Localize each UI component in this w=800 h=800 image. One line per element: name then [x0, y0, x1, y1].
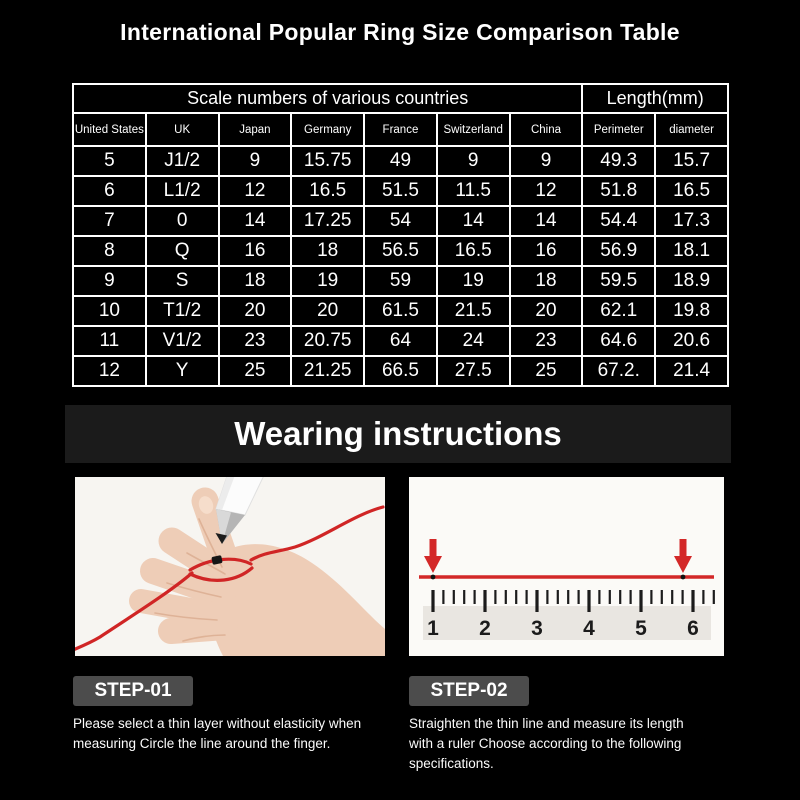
step2-description — [409, 714, 739, 774]
table-cell: 62.1 — [582, 296, 655, 326]
step1-illustration — [75, 477, 385, 656]
column-header-france: France — [364, 113, 437, 146]
table-row — [73, 326, 728, 356]
table-cell: 27.5 — [437, 356, 510, 386]
step2-description-line: with a ruler Choose according to the following — [409, 736, 682, 751]
ring-size-table — [72, 83, 729, 387]
table-cell: 64.6 — [582, 326, 655, 356]
table-cell: 19 — [437, 266, 510, 296]
step2-description-line: specifications. — [409, 756, 494, 771]
step1-badge: STEP-01 — [73, 676, 193, 706]
table-cell: 0 — [146, 206, 219, 236]
table-cell: 59.5 — [582, 266, 655, 296]
table-cell: 59 — [364, 266, 437, 296]
table-cell: 20.75 — [291, 326, 364, 356]
step2-illustration — [409, 477, 724, 656]
column-header-perimeter: Perimeter — [582, 113, 655, 146]
table-cell: 14 — [219, 206, 292, 236]
column-header-uk: UK — [146, 113, 219, 146]
table-cell: 11 — [73, 326, 146, 356]
table-row — [73, 356, 728, 386]
table-cell: Y — [146, 356, 219, 386]
column-header-japan: Japan — [219, 113, 292, 146]
table-row — [73, 296, 728, 326]
table-cell: 20 — [510, 296, 583, 326]
ruler-number: 1 — [427, 617, 439, 640]
table-cell: T1/2 — [146, 296, 219, 326]
table-cell: 14 — [437, 206, 510, 236]
column-header-china: China — [510, 113, 583, 146]
table-cell: 20.6 — [655, 326, 728, 356]
table-cell: 51.8 — [582, 176, 655, 206]
table-group-header-row — [73, 84, 728, 113]
table-cell: 19.8 — [655, 296, 728, 326]
ruler-number: 4 — [583, 617, 595, 640]
table-cell: S — [146, 266, 219, 296]
ruler-body — [423, 606, 711, 640]
table-cell: 49.3 — [582, 146, 655, 176]
table-cell: 12 — [219, 176, 292, 206]
table-cell: 5 — [73, 146, 146, 176]
table-cell: 9 — [73, 266, 146, 296]
ruler-number: 2 — [479, 617, 491, 640]
table-cell: 16 — [510, 236, 583, 266]
table-cell: 6 — [73, 176, 146, 206]
table-cell: 61.5 — [364, 296, 437, 326]
table-cell: 24 — [437, 326, 510, 356]
step1-description-line: measuring Circle the line around the finger. — [73, 736, 331, 751]
table-cell: 12 — [73, 356, 146, 386]
table-cell: 14 — [510, 206, 583, 236]
table-cell: 23 — [510, 326, 583, 356]
table-cell: 12 — [510, 176, 583, 206]
column-header-united-states: United States — [73, 113, 146, 146]
table-cell: 16.5 — [291, 176, 364, 206]
table-cell: 49 — [364, 146, 437, 176]
thread-start-dot — [431, 575, 436, 580]
ruler-number: 3 — [531, 617, 543, 640]
table-cell: 23 — [219, 326, 292, 356]
table-cell: 9 — [510, 146, 583, 176]
table-cell: 56.5 — [364, 236, 437, 266]
table-cell: 20 — [291, 296, 364, 326]
table-cell: 18.1 — [655, 236, 728, 266]
table-cell: 64 — [364, 326, 437, 356]
table-row — [73, 176, 728, 206]
table-cell: 51.5 — [364, 176, 437, 206]
table-cell: 15.7 — [655, 146, 728, 176]
table-cell: 25 — [510, 356, 583, 386]
step1-description — [73, 714, 398, 754]
table-cell: 20 — [219, 296, 292, 326]
table-cell: 18.9 — [655, 266, 728, 296]
table-cell: 21.5 — [437, 296, 510, 326]
table-cell: V1/2 — [146, 326, 219, 356]
table-cell: 21.25 — [291, 356, 364, 386]
table-cell: 21.4 — [655, 356, 728, 386]
table-cell: 9 — [437, 146, 510, 176]
table-cell: 17.25 — [291, 206, 364, 236]
column-header-germany: Germany — [291, 113, 364, 146]
table-cell: 16.5 — [655, 176, 728, 206]
ruler-number: 6 — [687, 617, 699, 640]
column-header-switzerland: Switzerland — [437, 113, 510, 146]
step2-badge: STEP-02 — [409, 676, 529, 706]
table-cell: 7 — [73, 206, 146, 236]
table-cell: 67.2. — [582, 356, 655, 386]
table-column-header-row — [73, 113, 728, 146]
table-row — [73, 206, 728, 236]
ruler-illustration — [409, 477, 724, 656]
section-heading: Wearing instructions — [234, 415, 562, 452]
table-cell: 19 — [291, 266, 364, 296]
section-heading-band — [65, 405, 731, 463]
table-cell: 16 — [219, 236, 292, 266]
table-cell: 15.75 — [291, 146, 364, 176]
hand-measuring-illustration — [75, 477, 385, 656]
table-cell: J1/2 — [146, 146, 219, 176]
table-cell: 9 — [219, 146, 292, 176]
table-cell: 8 — [73, 236, 146, 266]
table-cell: 10 — [73, 296, 146, 326]
step2-description-line: Straighten the thin line and measure its length — [409, 716, 684, 731]
table-cell: 11.5 — [437, 176, 510, 206]
table-cell: 54.4 — [582, 206, 655, 236]
table-cell: 56.9 — [582, 236, 655, 266]
column-header-diameter: diameter — [655, 113, 728, 146]
ruler-number: 5 — [635, 617, 647, 640]
table-cell: Q — [146, 236, 219, 266]
table-cell: 66.5 — [364, 356, 437, 386]
table-cell: 25 — [219, 356, 292, 386]
table-row — [73, 236, 728, 266]
step1-description-line: Please select a thin layer without elasticity when — [73, 716, 362, 731]
table-cell: L1/2 — [146, 176, 219, 206]
table-cell: 16.5 — [437, 236, 510, 266]
table-row — [73, 266, 728, 296]
table-cell: 18 — [219, 266, 292, 296]
group-header-length: Length(mm) — [582, 84, 728, 113]
table-row — [73, 146, 728, 176]
thread-end-dot — [681, 575, 686, 580]
table-cell: 17.3 — [655, 206, 728, 236]
table-cell: 18 — [510, 266, 583, 296]
group-header-countries: Scale numbers of various countries — [73, 84, 582, 113]
page-title: International Popular Ring Size Comparison Table — [120, 18, 680, 45]
table-cell: 54 — [364, 206, 437, 236]
table-cell: 18 — [291, 236, 364, 266]
